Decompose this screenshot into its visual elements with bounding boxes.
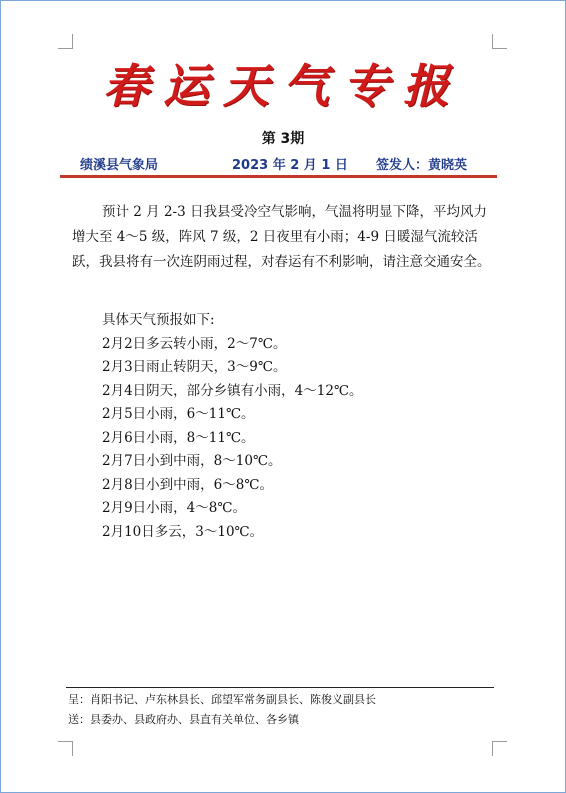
intro-paragraph: 预计 2 月 2-3 日我县受冷空气影响，气温将明显下降，平均风力增大至 4～5 级，阵风 7 级，2 日夜里有小雨；4-9 日暖湿气流较活跃，我县将有一次连阴雨过程，对春运有不利影响，请注意交通安全。: [72, 204, 491, 270]
forecast-item: 2月9日小雨，4～8℃。: [102, 500, 246, 516]
header-divider: [60, 175, 497, 178]
footer-divider: [66, 687, 494, 688]
issue-date: 2023 年 2 月 1 日: [232, 158, 348, 173]
intro-section: [72, 200, 492, 275]
forecast-heading: 具体天气预报如下:: [102, 312, 215, 328]
issue-number: 第 3期: [261, 131, 305, 147]
forecast-item: 2月3日雨止转阴天，3～9℃。: [102, 359, 287, 375]
issuing-agency: 绩溪县气象局: [80, 158, 159, 173]
forecast-item: 2月10日多云，3～10℃。: [102, 523, 264, 540]
forecast-item: 2月2日多云转小雨，2～7℃。: [102, 335, 287, 352]
forecast-item: 2月7日小到中雨，8～10℃。: [102, 453, 282, 469]
crop-mark-top-left: [58, 34, 73, 49]
forecast-item: 2月6日小雨，8～11℃。: [102, 429, 255, 446]
crop-mark-bottom-left: [58, 741, 73, 756]
masthead-title: 春运天气专报: [103, 59, 463, 113]
forecast-item: 2月5日小雨，6～11℃。: [102, 406, 255, 422]
crop-mark-bottom-right: [492, 741, 507, 756]
footer-cc: 呈：肖阳书记、卢东林县长、邱望军常务副县长、陈俊义副县长: [68, 693, 376, 706]
footer-to: 送：县委办、县政府办、县直有关单位、各乡镇: [68, 713, 299, 726]
crop-mark-top-right: [492, 34, 507, 49]
signer: 签发人：黄晓英: [376, 158, 468, 173]
forecast-list: [102, 309, 363, 544]
forecast-item: 2月4日阴天，部分乡镇有小雨，4～12℃。: [102, 382, 363, 399]
forecast-item: 2月8日小到中雨，6～8℃。: [102, 476, 273, 493]
